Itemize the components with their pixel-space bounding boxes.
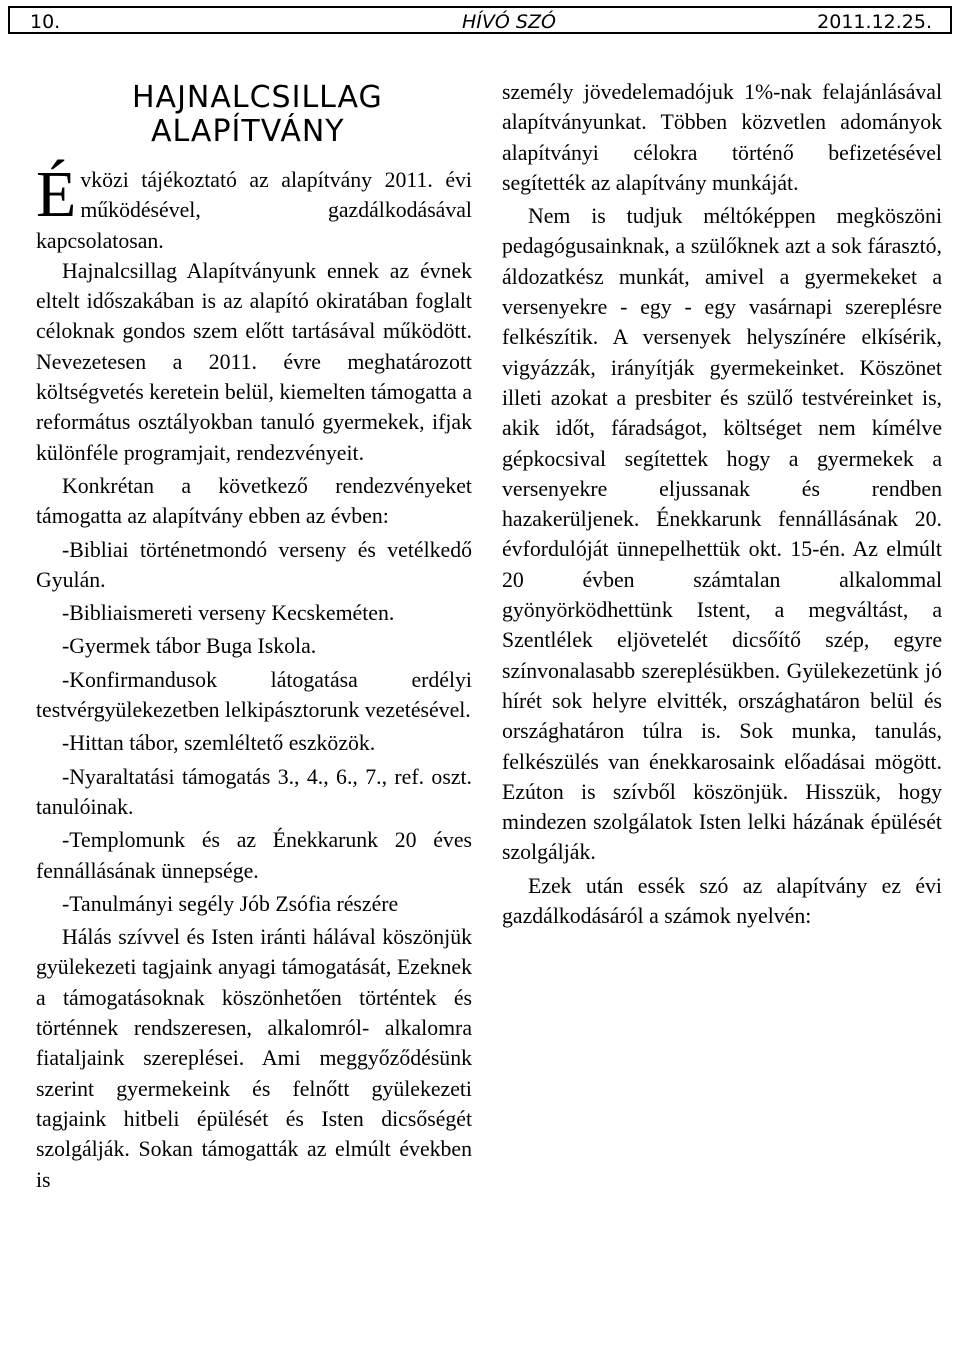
- intro-paragraph: [36, 158, 472, 256]
- page-number: 10.: [30, 11, 61, 33]
- list-item: -Gyermek tábor Buga Iskola.: [62, 634, 317, 659]
- drop-cap: É: [36, 158, 77, 231]
- list-item: -Bibliaismereti verseny Kecskeméten.: [62, 601, 395, 626]
- paragraph-left-2: Konkrétan a következő rendezvényeket támogatta az alapítvány ebben az évben:: [36, 473, 472, 529]
- paragraph-right-1: személy jövedelemadójuk 1%-nak felajánlásával alapítványunkat. Többen közvetlen adományok alapítványi célokra történő befizetésével segítették az alapítvány munkáját.: [502, 80, 942, 195]
- paragraph-left-1: Hajnalcsillag Alapítványunk ennek az évnek eltelt időszakában is az alapító okiratában foglalt céloknak gondos szem előtt tartásával működött. Nevezetesen a 2011. évre meghatározott költségvetés keretein belül, kiemelten támogatta a református osztályokban tanuló gyermekek, ifjak különféle programjait, rendezvényeit.: [36, 258, 472, 465]
- right-column: [502, 77, 942, 931]
- intro-text: vközi tájékoztató az alapítvány 2011. évi működésével, gazdálkodásával kapcsolatosan.: [36, 168, 472, 253]
- title-line-1: HAJNALCSILLAG: [132, 80, 383, 115]
- page-header: [8, 6, 952, 34]
- list-item: -Bibliai történetmondó verseny és vetélkedő Gyulán.: [36, 537, 472, 592]
- left-column: [36, 77, 472, 1195]
- title-line-2: ALAPÍTVÁNY: [151, 114, 345, 149]
- list-item: -Konfirmandusok látogatása erdélyi testvérgyülekezetben lelkipásztorunk vezetésével.: [36, 667, 472, 723]
- list-item: -Hittan tábor, szemléltető eszközök.: [62, 731, 376, 756]
- list-item: -Templomunk és az Énekkarunk 20 éves fennállásának ünnepsége.: [36, 828, 472, 883]
- paragraph-right-2: Nem is tudjuk méltóképpen megköszöni pedagógusainknak, a szülőknek azt a sok fárasztó, áldozatkész munkát, amivel a gyermekeket a versenyekre - egy - egy vasárnapi szereplésre felkészítik. A versenyek helyszínére elkísérik, vigyázzák, irányítják gyermekeinket. Köszönet illeti azokat a presbiter és szülő testvéreinket is, akik időt, fáradságot, költséget nem kímélve gépkocsival segítettek hogy a gyermekek a versenyekre eljussanak és rendben hazakerüljenek. Énekkarunk fennállásának 20. évfordulóját ünnepelhettük okt. 15-én. Az elmúlt 20 évben számtalan alkalommal gyönyörködhettünk Istent, a megváltást, a Szentlélek eljövetelét dicsőítő szép, egyre színvonalasabb szereplésükben. Gyülekezetünk jó hírét sok helyre elvitték, országhatáron belül és országhatáron túlra is. Sok munka, tanulás, felkészülés van énekkarosaink előadásai mögött. Ezúton is szívből köszönjük. Hisszük, hogy mindezen szolgálatok Isten lelki házának épülését szolgálják.: [502, 204, 942, 865]
- paragraph-left-3: Hálás szívvel és Isten iránti hálával köszönjük gyülekezeti tagjaink anyagi támogatását, Ezeknek a támogatásoknak köszönhetően történtek és történnek rendszeresen, alkalomról- alkalomra fiataljaink szereplései. Ami meggyőződésünk szerint gyermekeink és felnőtt gyülekezeti tagjaink hitbeli épülését és Isten dicsőségét szolgálják. Sokan támogatták az elmúlt években is: [36, 925, 472, 1192]
- list-item: -Nyaraltatási támogatás 3., 4., 6., 7., ref. oszt. tanulóinak.: [36, 764, 472, 819]
- issue-date: 2011.12.25.: [817, 11, 932, 33]
- publication-name: HÍVÓ SZÓ: [462, 11, 556, 33]
- paragraph-right-3: Ezek után essék szó az alapítvány ez évi gazdálkodásáról a számok nyelvén:: [502, 873, 942, 929]
- article-title: [36, 81, 472, 149]
- list-item: -Tanulmányi segély Jób Zsófia részére: [62, 891, 399, 916]
